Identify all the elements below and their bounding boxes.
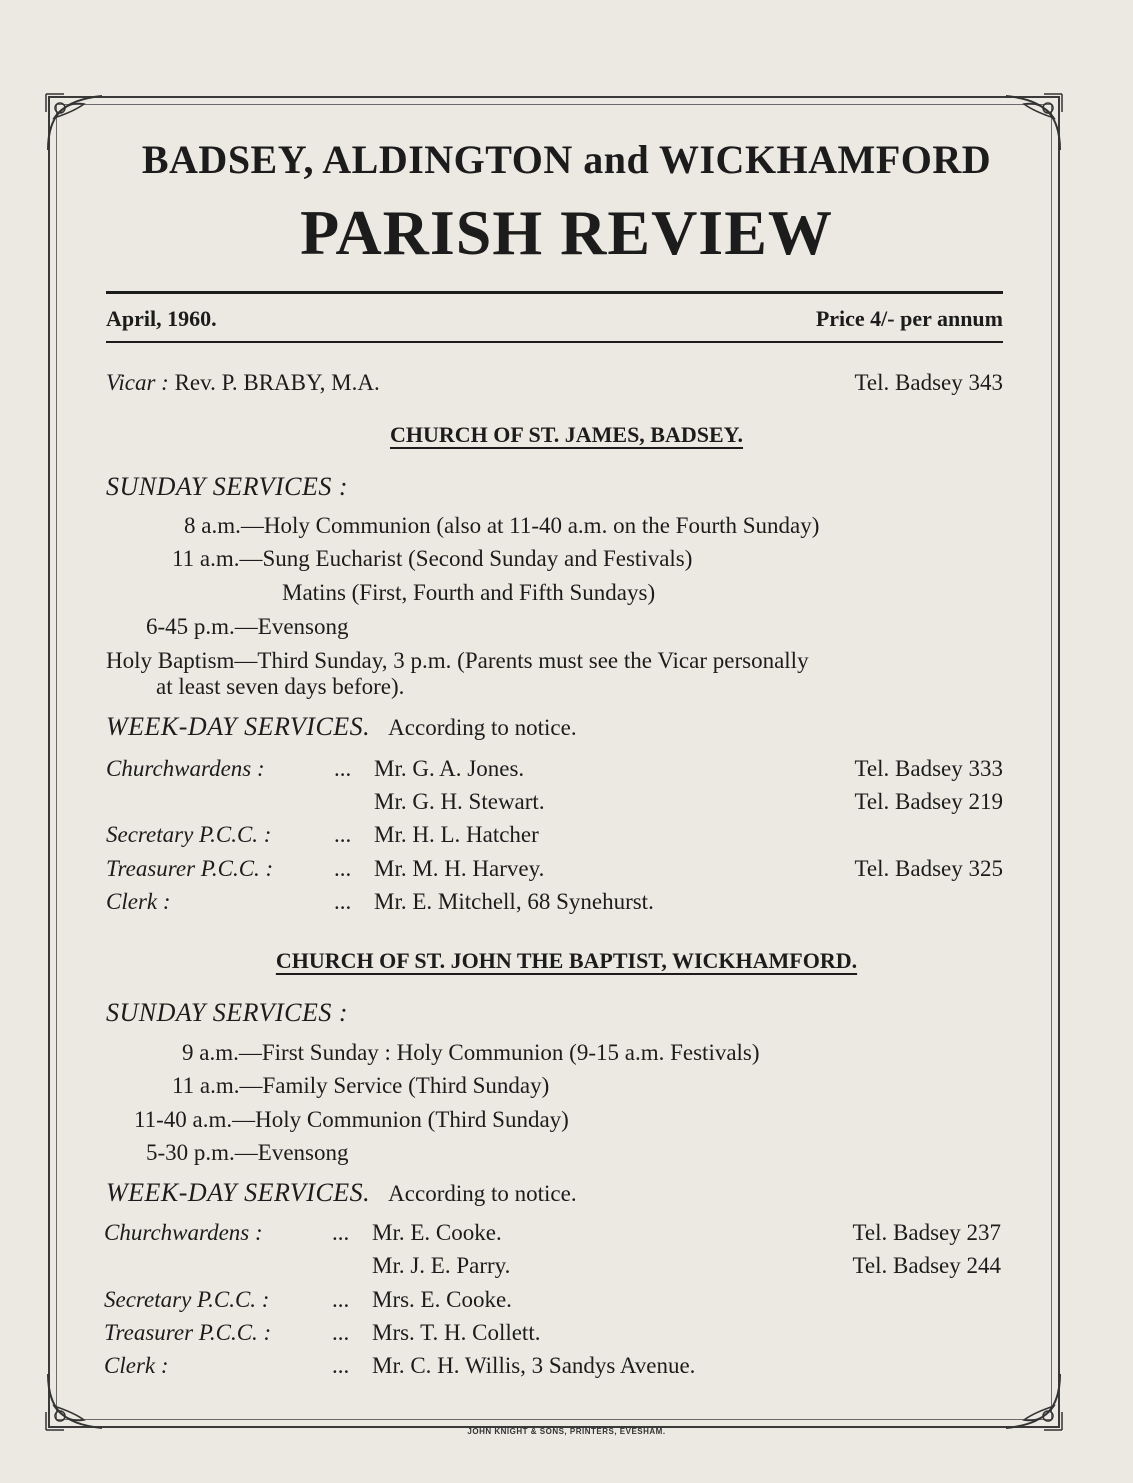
- title-line-1: BADSEY, ALDINGTON and WICKHAMFORD: [141, 137, 992, 182]
- wickhamford-service-2: 11 a.m.—Family Service (Third Sunday): [172, 1073, 550, 1098]
- badsey-officer-name: Mr. M. H. Harvey.: [374, 856, 545, 881]
- vicar-line: [106, 370, 380, 396]
- header-rule-top: [106, 291, 1003, 294]
- badsey-officer-role: Churchwardens :: [106, 756, 265, 781]
- wickhamford-heading: CHURCH OF ST. JOHN THE BAPTIST, WICKHAMFORD.: [275, 948, 858, 973]
- badsey-service-3: Matins (First, Fourth and Fifth Sundays): [282, 580, 656, 605]
- wickhamford-officer-dots: ...: [332, 1353, 350, 1378]
- wickhamford-officer-dots: ...: [332, 1220, 350, 1245]
- badsey-officer-name: Mr. E. Mitchell, 68 Synehurst.: [374, 889, 654, 914]
- wickhamford-weekday-text: According to notice.: [388, 1181, 577, 1206]
- badsey-sunday-heading: SUNDAY SERVICES :: [106, 472, 349, 501]
- badsey-officer-dots: ...: [334, 756, 352, 781]
- badsey-service-2: 11 a.m.—Sung Eucharist (Second Sunday and Festivals): [172, 546, 693, 571]
- badsey-officer-name: Mr. G. A. Jones.: [374, 756, 525, 781]
- wickhamford-officer-role: Secretary P.C.C. :: [104, 1287, 270, 1312]
- vicar-label: Vicar :: [106, 370, 169, 395]
- wickhamford-officer-name: Mr. E. Cooke.: [372, 1220, 502, 1245]
- badsey-officer-name: Mr. G. H. Stewart.: [374, 789, 545, 814]
- wickhamford-officer-name: Mr. J. E. Parry.: [372, 1253, 511, 1278]
- vicar-name: Rev. P. BRABY, M.A.: [174, 370, 380, 395]
- printer-imprint: JOHN KNIGHT & SONS, PRINTERS, EVESHAM.: [467, 1427, 666, 1436]
- wickhamford-service-1: 9 a.m.—First Sunday : Holy Communion (9-15 a.m. Festivals): [182, 1040, 760, 1065]
- wickhamford-service-4: 5-30 p.m.—Evensong: [146, 1140, 349, 1165]
- wickhamford-officer-tel: Tel. Badsey 237: [852, 1220, 1001, 1245]
- corner-ornament-bottom-right: [998, 1366, 1068, 1436]
- wickhamford-weekday-line: [106, 1178, 577, 1208]
- title-line-2: PARISH REVIEW: [300, 197, 833, 268]
- wickhamford-officer-name: Mrs. E. Cooke.: [372, 1287, 512, 1312]
- header-rule-bottom: [106, 341, 1003, 343]
- badsey-officer-tel: Tel. Badsey 219: [854, 789, 1003, 814]
- corner-ornament-bottom-left: [40, 1366, 110, 1436]
- badsey-officer-tel: Tel. Badsey 333: [854, 756, 1003, 781]
- badsey-heading: CHURCH OF ST. JAMES, BADSEY.: [389, 422, 744, 447]
- wickhamford-officer-role: Treasurer P.C.C. :: [104, 1320, 272, 1345]
- badsey-officer-role: Secretary P.C.C. :: [106, 822, 272, 847]
- badsey-officer-dots: ...: [334, 822, 352, 847]
- wickhamford-officer-tel: Tel. Badsey 244: [852, 1253, 1001, 1278]
- badsey-officer-role: Treasurer P.C.C. :: [106, 856, 274, 881]
- badsey-service-4: 6-45 p.m.—Evensong: [146, 614, 349, 639]
- issue-date: April, 1960.: [106, 306, 217, 331]
- badsey-officer-dots: ...: [334, 889, 352, 914]
- badsey-weekday-heading: WEEK-DAY SERVICES.: [106, 712, 371, 741]
- badsey-officer-name: Mr. H. L. Hatcher: [374, 822, 539, 847]
- wickhamford-officer-role: Clerk :: [104, 1353, 169, 1378]
- badsey-weekday-line: [106, 712, 577, 742]
- wickhamford-sunday-heading: SUNDAY SERVICES :: [106, 998, 349, 1027]
- wickhamford-officer-role: Churchwardens :: [104, 1220, 263, 1245]
- wickhamford-service-3: 11-40 a.m.—Holy Communion (Third Sunday): [134, 1107, 569, 1132]
- vicar-tel: Tel. Badsey 343: [854, 370, 1003, 395]
- badsey-baptism-line-2: at least seven days before).: [156, 674, 405, 699]
- badsey-service-1: 8 a.m.—Holy Communion (also at 11-40 a.m. on the Fourth Sunday): [184, 513, 820, 538]
- wickhamford-officer-dots: ...: [332, 1287, 350, 1312]
- price: Price 4/- per annum: [815, 306, 1003, 331]
- badsey-officer-dots: ...: [334, 856, 352, 881]
- wickhamford-officer-name: Mrs. T. H. Collett.: [372, 1320, 541, 1345]
- wickhamford-officer-dots: ...: [332, 1320, 350, 1345]
- wickhamford-officer-name: Mr. C. H. Willis, 3 Sandys Avenue.: [372, 1353, 696, 1378]
- badsey-baptism-line-1: Holy Baptism—Third Sunday, 3 p.m. (Parents must see the Vicar personally: [106, 648, 809, 673]
- badsey-officer-tel: Tel. Badsey 325: [854, 856, 1003, 881]
- badsey-officer-role: Clerk :: [106, 889, 171, 914]
- wickhamford-weekday-heading: WEEK-DAY SERVICES.: [106, 1178, 371, 1207]
- badsey-weekday-text: According to notice.: [388, 715, 577, 740]
